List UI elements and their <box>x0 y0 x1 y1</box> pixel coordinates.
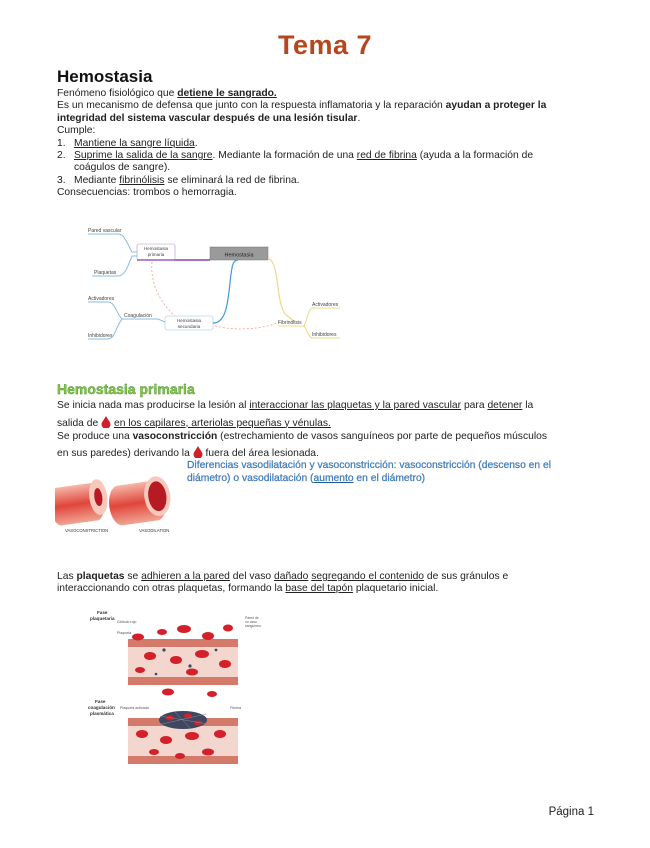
coagulation-figure <box>80 606 270 771</box>
label-pared-2: un vaso <box>245 620 257 624</box>
mindmap-center: Hemostasia <box>224 252 254 259</box>
mindmap-activadores: Activadores <box>88 296 115 302</box>
mindmap-link-fibrinolisis <box>268 258 295 322</box>
label-globulo: Glóbulo rojo <box>117 620 137 624</box>
mindmap-dashed-2 <box>215 322 280 329</box>
mindmap-dashed-1 <box>152 262 175 316</box>
intro-block <box>57 88 602 200</box>
fase2-title-b: coagulación <box>88 705 115 710</box>
mindmap-pared: Pared vascular <box>88 228 122 234</box>
intro-line-3: integridad del sistema vascular después de una lesión tisular. <box>57 112 361 124</box>
mindmap-primaria-l2: primaria <box>147 252 165 257</box>
blood-drop-icon <box>101 416 111 428</box>
mindmap-inhibidores2: Inhibidores <box>312 332 337 338</box>
primaria-line-3: Se produce una vasoconstricción (estrechamiento de vasos sanguíneos por parte de pequeños músculos <box>57 431 547 443</box>
vaso-note-line-1: Diferencias vasodilatación y vasoconstricción: vasoconstricción (descenso en el <box>187 460 552 471</box>
fase1-title-b: plaquetaria <box>90 616 115 621</box>
primaria-paragraph <box>57 399 617 460</box>
vaso-note <box>187 460 607 485</box>
mindmap-plaquetas: Plaquetas <box>94 270 117 276</box>
vasodilation-label: VASODILATION <box>139 528 170 533</box>
page-number: Página 1 <box>548 806 594 818</box>
list-item-2-cont: coágulos de sangre). <box>74 162 171 174</box>
mindmap-inhibidores: Inhibidores <box>88 333 113 339</box>
primaria-line-4: en sus paredes) derivando la fuera del área lesionada. <box>57 447 319 459</box>
mindmap-link-secundaria <box>213 260 238 323</box>
plaquetas-paragraph <box>57 571 617 596</box>
fase1-title-a: Fase <box>97 610 108 615</box>
label-fibrina: Fibrina <box>230 706 241 710</box>
vessel-wall-bottom-1 <box>128 677 238 685</box>
blood-drop-icon <box>193 446 203 458</box>
intro-line-4: Cumple: <box>57 125 96 137</box>
label-pared-3: sanguíneo <box>245 624 261 628</box>
list-item-1: 1. Mantiene la sangre líquida. <box>57 137 198 149</box>
consequences-line: Consecuencias: trombos o hemorragia. <box>57 187 237 199</box>
mindmap-coagulacion: Coagulación <box>124 313 152 319</box>
fase2-title-a: Fase <box>95 699 106 704</box>
plaquetas-line-1: Las plaquetas se adhieren a la pared del vaso dañado segregando el contenido de sus gránulos e <box>57 571 509 582</box>
vessel-illustration <box>55 472 185 537</box>
mindmap-link-activadores <box>88 302 122 319</box>
mindmap-activadores2: Activadores <box>312 302 339 308</box>
mindmap-link-coag <box>122 319 165 322</box>
mindmap-diagram <box>80 218 360 348</box>
vaso-note-line-2: diámetro) o vasodilatación (aumento en el diámetro) <box>187 472 426 484</box>
mindmap-link-pared <box>88 234 137 252</box>
mindmap-fibrinolisis: Fibrinólisis <box>278 320 302 326</box>
mindmap-secundaria-l1: Hemostasia <box>176 318 202 323</box>
vasoconstriction-label: VASOCONSTRICTION <box>65 528 109 533</box>
primaria-heading: Hemostasia primaria <box>57 381 195 397</box>
mindmap-secundaria-l2: secundaria <box>177 324 201 329</box>
list-item-2: 2. Suprime la salida de la sangre. Mediante la formación de una red de fibrina (ayuda a la formación de <box>57 150 534 162</box>
label-activada: Plaqueta activada <box>120 706 149 710</box>
intro-line-2: Es un mecanismo de defensa que junto con la respuesta inflamatoria y la reparación ayudan a proteger la <box>57 100 547 112</box>
mindmap-primaria-l1: Hemostasia <box>143 246 169 251</box>
label-plaqueta: Plaqueta <box>117 631 132 635</box>
vessel-wall-top-1 <box>128 639 238 647</box>
page-title: Tema 7 <box>277 30 373 60</box>
mindmap-link-act2 <box>304 308 340 326</box>
plaquetas-line-2: interaccionando con otras plaquetas, formando la base del tapón plaquetario inicial. <box>57 583 439 595</box>
primaria-line-2: salida de en los capilares, arteriolas pequeñas y vénulas. <box>57 417 331 429</box>
intro-line-1: Fenómeno fisiológico que detiene le sangrado. <box>57 88 277 99</box>
section-heading: Hemostasia <box>57 67 153 86</box>
primaria-line-1: Se inicia nada mas producirse la lesión al interaccionar las plaquetas y la pared vascular para detener la <box>57 400 534 411</box>
fase2-title-c: plasmática <box>90 711 114 716</box>
list-item-3: 3. Mediante fibrinólisis se eliminará la red de fibrina. <box>57 174 300 186</box>
label-pared-1: Pared de <box>245 616 259 620</box>
